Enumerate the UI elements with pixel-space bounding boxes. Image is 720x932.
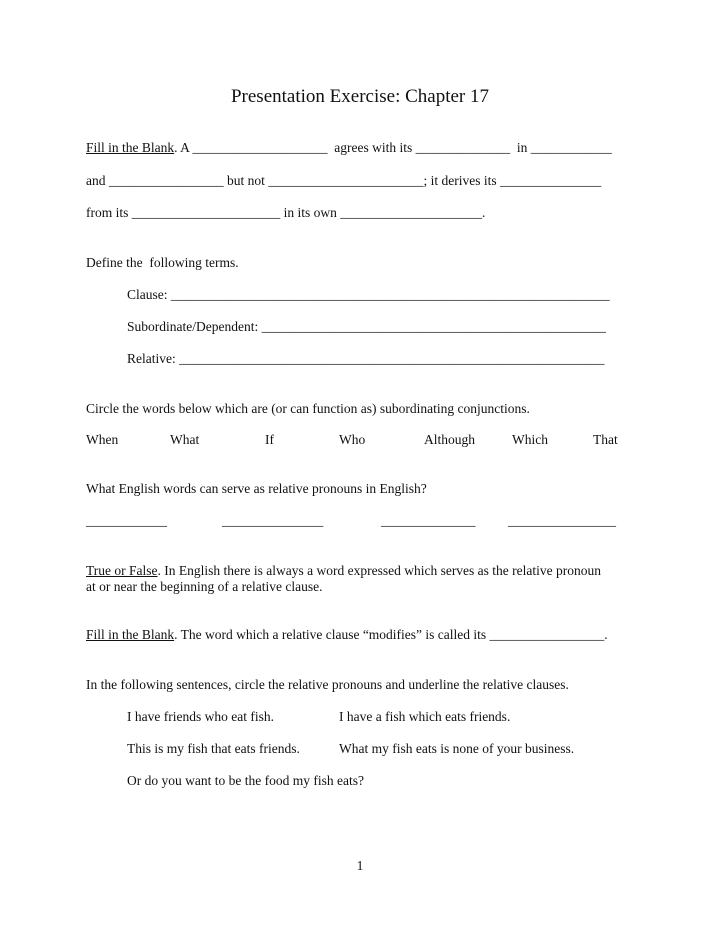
sentence-1: I have friends who eat fish. (127, 709, 274, 724)
fill-blank-1-line2: and _________________ but not _______________________; it derives its _______________ (86, 173, 602, 188)
fill-blank-1-line1 (86, 140, 612, 156)
answer-blank-1: ____________ (86, 513, 167, 528)
fill-blank-2-label: Fill in the Blank (86, 627, 175, 642)
term-relative: Relative: _______________________________________________________________ (127, 351, 605, 366)
fill-blank-1-label: Fill in the Blank (86, 140, 175, 155)
word-who: Who (339, 432, 366, 447)
true-false-line2: at or near the beginning of a relative clause. (86, 579, 323, 594)
term-clause: Clause: _________________________________________________________________ (127, 287, 610, 302)
word-although: Although (424, 432, 476, 447)
page-title: Presentation Exercise: Chapter 17 (230, 86, 489, 107)
relative-pronouns-question: What English words can serve as relative pronouns in English? (86, 481, 427, 496)
define-heading: Define the following terms. (86, 255, 239, 270)
fill-blank-1-text: . A ____________________ agrees with its ______________ in ____________ (174, 140, 612, 155)
term-subordinate: Subordinate/Dependent: ___________________________________________________ (127, 319, 606, 334)
true-false-line1 (86, 563, 601, 579)
fill-blank-2-text: . The word which a relative clause “modifies” is called its _________________. (174, 627, 608, 642)
conjunctions-instruction: Circle the words below which are (or can function as) subordinating conjunctions. (86, 401, 530, 416)
page-number: 1 (356, 858, 364, 873)
sentences-instruction: In the following sentences, circle the relative pronouns and underline the relative clauses. (86, 677, 569, 692)
sentence-3: This is my fish that eats friends. (127, 741, 300, 756)
word-that: That (593, 432, 618, 447)
answer-blank-4: ________________ (508, 513, 616, 528)
fill-blank-2-line (86, 627, 608, 643)
word-when: When (86, 432, 119, 447)
true-false-text: . In English there is always a word expressed which serves as the relative pronoun (157, 563, 602, 578)
answer-blank-2: _______________ (222, 513, 324, 528)
word-what: What (170, 432, 200, 447)
word-if: If (265, 432, 274, 447)
sentence-2: I have a fish which eats friends. (339, 709, 511, 724)
sentence-4: What my fish eats is none of your business. (339, 741, 575, 756)
fill-blank-1-line3: from its ______________________ in its own _____________________. (86, 205, 486, 220)
word-which: Which (512, 432, 548, 447)
sentence-5: Or do you want to be the food my fish eats? (127, 773, 364, 788)
true-false-label: True or False (86, 563, 158, 578)
answer-blank-3: ______________ (381, 513, 476, 528)
